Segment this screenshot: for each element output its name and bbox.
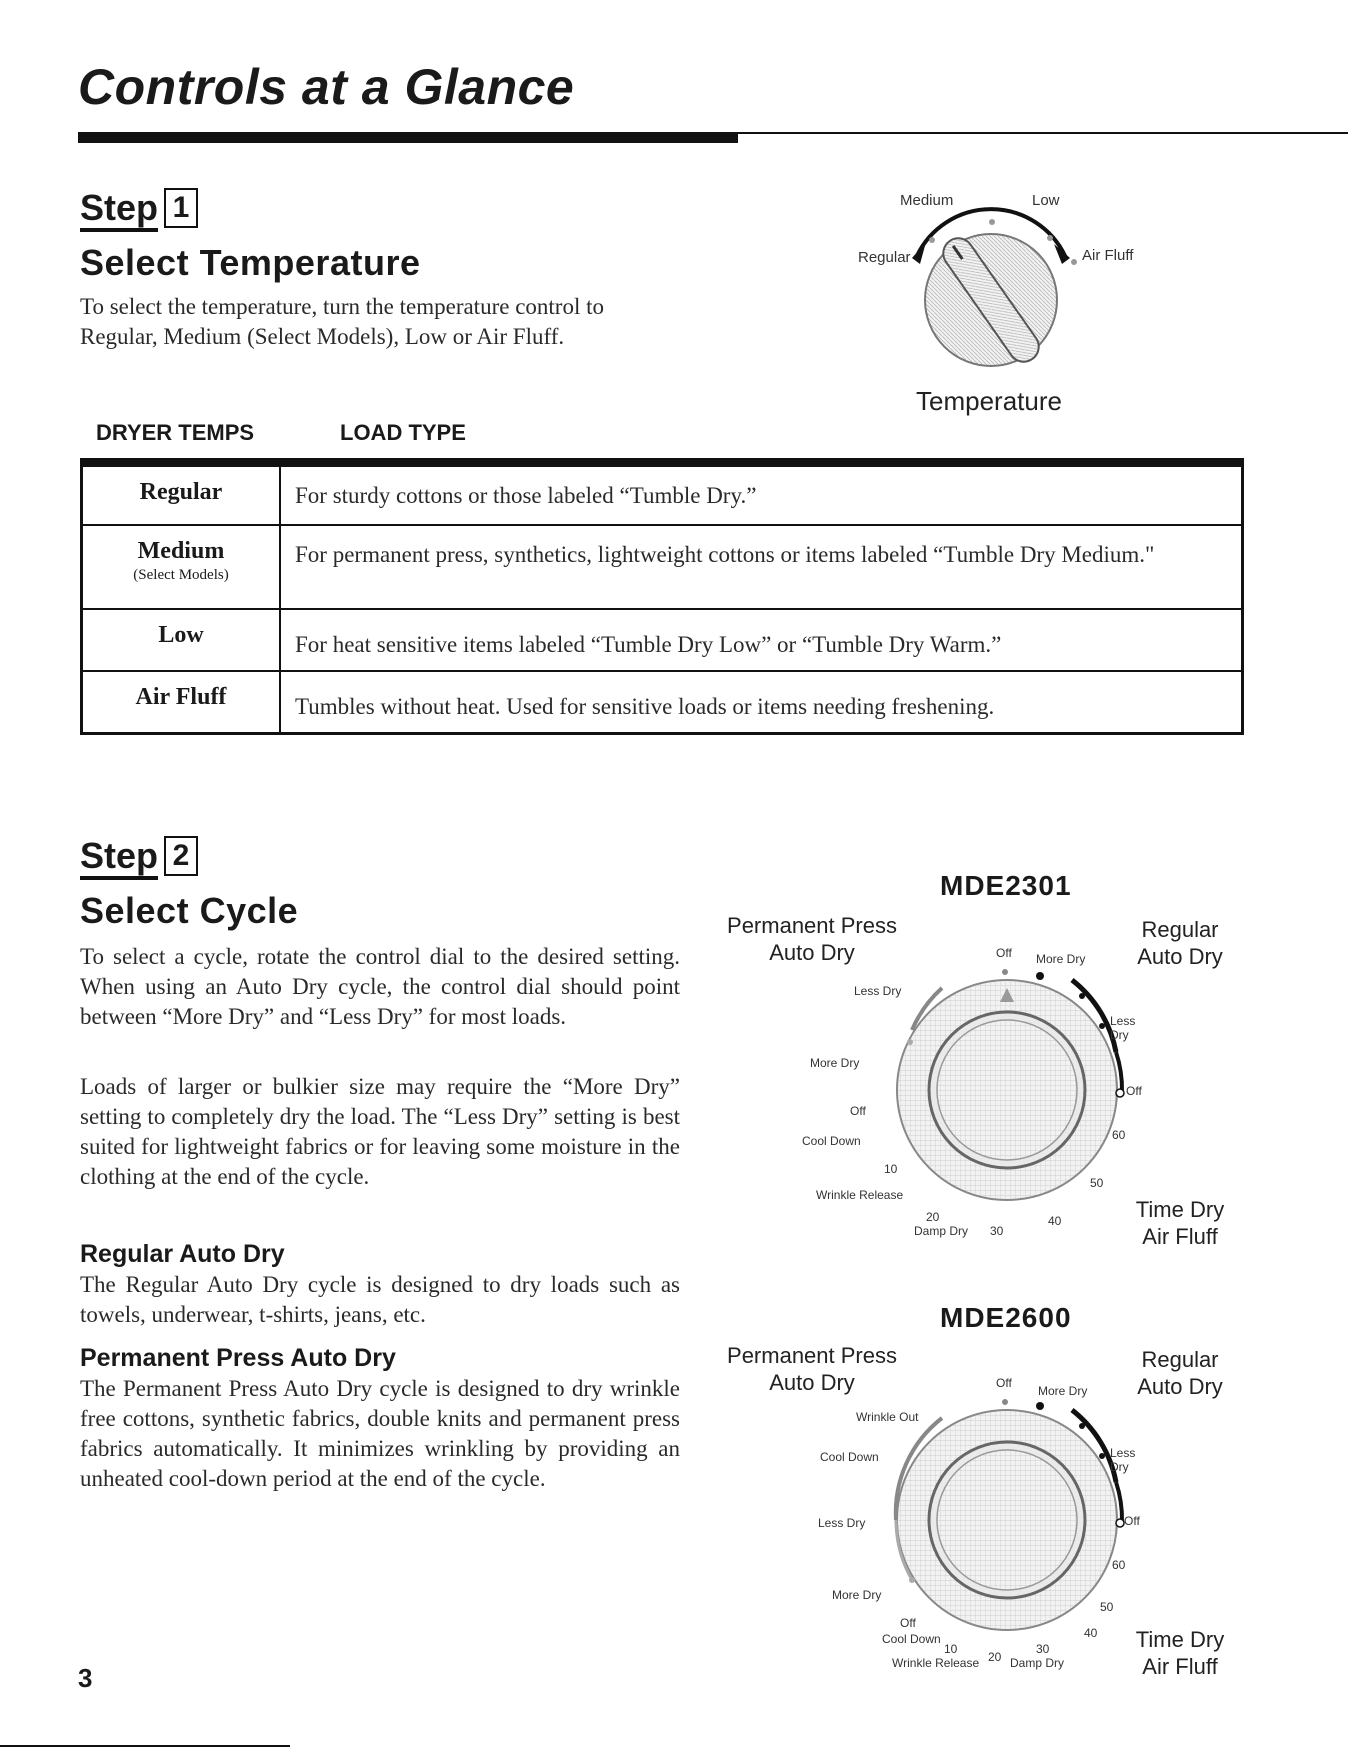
mark-more-dry: More Dry: [1036, 952, 1086, 966]
table-row: [82, 525, 1243, 609]
mark-off: Off: [850, 1104, 866, 1118]
column-header-load-type: LOAD TYPE: [340, 420, 466, 445]
mark-cool-down: Cool Down: [820, 1450, 879, 1464]
mark-more-dry: More Dry: [1038, 1384, 1088, 1398]
dial-label-line: Time Dry: [1135, 1627, 1225, 1652]
perm-press-auto-dry-heading: Permanent Press Auto Dry: [80, 1344, 396, 1372]
column-header-dryer-temps: DRYER TEMPS: [96, 420, 255, 445]
mark-less-dry: Less Dry: [818, 1516, 866, 1530]
temp-name-cell: [82, 525, 281, 609]
step-word: Step: [80, 835, 158, 880]
temp-name: Low: [82, 609, 281, 671]
step-number-box: 2: [164, 836, 198, 876]
mark-30: 30: [990, 1224, 1004, 1238]
mark-off: Off: [996, 946, 1012, 960]
dial-label-low: Low: [1032, 192, 1060, 209]
load-type: Tumbles without heat. Used for sensitive loads or items needing freshening.: [280, 671, 1243, 734]
mark-wrinkle-out: Wrinkle Out: [856, 1410, 919, 1424]
load-type: For sturdy cottons or those labeled “Tumble Dry.”: [280, 463, 1243, 525]
mark-more-dry: More Dry: [832, 1588, 882, 1602]
mark-cool-down: Cool Down: [802, 1134, 861, 1148]
mark-less-dry: Less Dry: [854, 984, 902, 998]
step-number-box: 1: [164, 188, 198, 228]
temperature-dial-icon: [830, 180, 1160, 420]
dial-label-line: Auto Dry: [1137, 1374, 1223, 1399]
cycle-dial-mde2600: [800, 1370, 1140, 1670]
cycle-paragraph-2: Loads of larger or bulkier size may require the “More Dry” setting to completely dry the load. The “Less Dry” setting is best suited for lightweight fabrics or for leaving some moisture in the clothing at the end of the cycle.: [80, 1074, 680, 1189]
title-rule: [78, 132, 738, 143]
dial-label-line: Permanent Press: [727, 913, 897, 938]
temp-name: Medium: [137, 537, 225, 564]
table-row: [82, 463, 1243, 525]
mark-less-dry: Less Dry: [1110, 1014, 1136, 1042]
mark-40: 40: [1048, 1214, 1062, 1228]
mark-30: 30: [1036, 1642, 1050, 1656]
temperature-dial-caption: Temperature: [916, 386, 1062, 416]
mark-60: 60: [1112, 1128, 1126, 1142]
dial-label-line: Time Dry: [1135, 1197, 1225, 1222]
page-number: 3: [78, 1663, 93, 1693]
title-rule-thin: [738, 132, 1348, 134]
temperature-instructions: To select the temperature, turn the temperature control to Regular, Medium (Select Models), Low or Air Fluff.: [80, 294, 604, 349]
cycle-dial-mde2301: [800, 940, 1142, 1240]
dial-label-air-fluff: Air Fluff: [1082, 247, 1134, 264]
mark-off: Off: [900, 1616, 916, 1630]
table-row: [82, 671, 1243, 734]
mark-20: 20: [988, 1650, 1002, 1664]
dial-label-line: Permanent Press: [727, 1343, 897, 1368]
step2-heading: [80, 836, 198, 876]
dial-label-line: Regular: [1141, 917, 1219, 942]
regular-auto-dry-text: The Regular Auto Dry cycle is designed to dry loads such as towels, underwear, t-shirts, jeans, etc.: [80, 1272, 680, 1327]
mark-less-dry: Less Dry: [1110, 1446, 1136, 1474]
dial-label-time-dry: [1120, 1196, 1240, 1250]
model-name: MDE2600: [940, 1302, 1072, 1333]
dial-label-line: Auto Dry: [1137, 944, 1223, 969]
mark-more-dry: More Dry: [810, 1056, 860, 1070]
regular-auto-dry-heading: Regular Auto Dry: [80, 1240, 285, 1268]
mark-off: Off: [996, 1376, 1012, 1390]
mark-10: 10: [884, 1162, 898, 1176]
section-title-temperature: Select Temperature: [80, 242, 421, 283]
dial-label-regular: [1120, 1346, 1240, 1400]
mark-20: 20: [926, 1210, 940, 1224]
dial-label-regular: [1120, 916, 1240, 970]
temp-name: Air Fluff: [82, 671, 281, 734]
mark-60: 60: [1112, 1558, 1126, 1572]
mark-10: 10: [944, 1642, 958, 1656]
mark-40: 40: [1084, 1626, 1098, 1640]
load-type: For heat sensitive items labeled “Tumble Dry Low” or “Tumble Dry Warm.”: [280, 609, 1243, 671]
mark-50: 50: [1100, 1600, 1114, 1614]
dial-label-line: Auto Dry: [769, 1370, 855, 1395]
bottom-rule: [0, 1745, 290, 1747]
mark-wrinkle-release: Wrinkle Release: [816, 1188, 904, 1202]
page-title: Controls at a Glance: [78, 59, 575, 115]
dial-label-regular: Regular: [858, 249, 911, 266]
step-word: Step: [80, 187, 158, 232]
model-name: MDE2301: [940, 870, 1072, 901]
dial-label-line: Air Fluff: [1142, 1654, 1218, 1679]
perm-press-auto-dry-text: The Permanent Press Auto Dry cycle is designed to dry wrinkle free cottons, synthetic fabrics, double knits and permanent press fabrics automatically. It minimizes wrinkling by providing an unheated cool-down period at the end of the cycle.: [80, 1376, 680, 1491]
temperature-dial-figure: [830, 180, 1160, 420]
mark-off: Off: [1126, 1084, 1142, 1098]
temp-name: Regular: [82, 463, 281, 525]
temp-note: (Select Models): [133, 566, 229, 583]
dryer-temps-table: [80, 458, 1244, 735]
dial-label-line: Auto Dry: [769, 940, 855, 965]
dial-label-line: Regular: [1141, 1347, 1219, 1372]
step1-heading: [80, 188, 198, 228]
mark-50: 50: [1090, 1176, 1104, 1190]
dial-label-time-dry: [1120, 1626, 1240, 1680]
mark-off: Off: [1124, 1514, 1140, 1528]
dial-label-medium: Medium: [900, 192, 954, 209]
cycle-paragraph-1: To select a cycle, rotate the control dial to the desired setting. When using an Auto Dry cycle, the control dial should point between “More Dry” and “Less Dry” for most loads.: [80, 944, 680, 1029]
mark-wrinkle-release: Wrinkle Release: [892, 1656, 980, 1670]
load-type: For permanent press, synthetics, lightweight cottons or items labeled “Tumble Dry Medium.": [280, 525, 1243, 609]
mark-damp-dry: Damp Dry: [1010, 1656, 1065, 1670]
mark-damp-dry: Damp Dry: [914, 1224, 969, 1238]
section-title-cycle: Select Cycle: [80, 890, 299, 931]
table-row: [82, 609, 1243, 671]
mark-cool-down: Cool Down: [882, 1632, 941, 1646]
dial-label-line: Air Fluff: [1142, 1224, 1218, 1249]
